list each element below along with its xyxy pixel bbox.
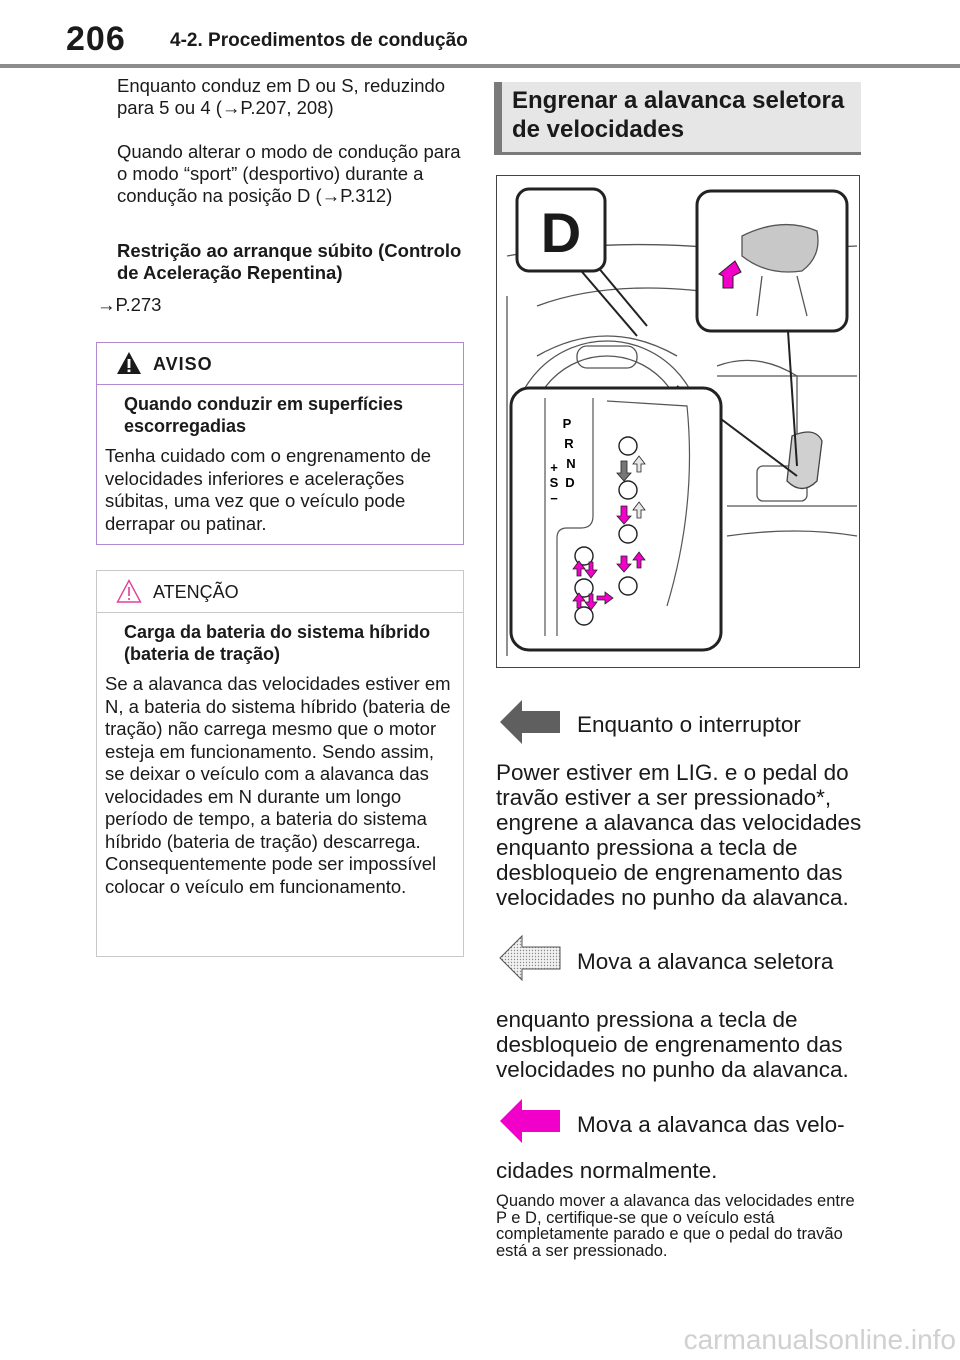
shift-gate-callout — [511, 388, 721, 650]
header-rule — [0, 64, 960, 68]
notice-label: ATENÇÃO — [153, 582, 239, 602]
caution-icon — [116, 579, 142, 603]
legend-item-1-first-line: Enquanto o interruptor — [577, 712, 801, 737]
section-title: 4-2. Procedimentos de condução — [170, 30, 468, 51]
page-reference: →P.273 — [97, 294, 162, 315]
page-number: 206 — [66, 20, 126, 58]
page-header — [0, 0, 960, 70]
legend-arrow-magenta — [498, 1097, 562, 1145]
warning-label: AVISO — [153, 354, 213, 374]
gate-letter-s: S — [549, 475, 559, 490]
legend-item-3-text: cidades normalmente. — [496, 1158, 718, 1183]
shift-note: Quando mover a alavanca das velocidades entre P e D, certifique-se que o veículo está completamente parado e que o pedal do travão está a ser pressionado. — [496, 1192, 855, 1260]
legend-item-2-first-line: Mova a alavanca seletora — [577, 949, 834, 974]
warning-text: Tenha cuidado com o engrenamento de velocidades inferiores e acelerações súbitas, uma vez que o veículo pode derrapar ou patinar. — [105, 445, 432, 534]
legend-item-2-text: enquanto pressiona a tecla de desbloqueio de engrenamento das velocidades no punho da alavanca. — [496, 1007, 849, 1082]
notice-subtitle: Carga da bateria do sistema híbrido (bateria de tração) — [124, 622, 431, 664]
legend-item-1-text: Power estiver em LIG. e o pedal do travão estiver a ser pressionado*, engrene a alavanca das velocidades enquanto pressiona a tecla de desbloqueio de engrenamento das velocidades no punho da alavanca. — [496, 760, 862, 910]
warning-subtitle: Quando conduzir em superfícies escorregadias — [124, 394, 404, 436]
gate-letter-p: P — [562, 416, 572, 431]
heading-bar — [494, 82, 502, 154]
lever-closeup-callout — [697, 191, 847, 331]
gate-letter-r: R — [564, 436, 574, 451]
shift-lever-illustration — [496, 175, 860, 668]
warning-box-header — [97, 343, 463, 385]
notice-text: Se a alavanca das velocidades estiver em N, a bateria do sistema híbrido (bateria de tração) não carrega mesmo que o motor esteja em funcionamento. Sendo assim, se deixar o veículo com a alavanca das velocidades em N durante um longo período de tempo, a bateria do sistema híbrido (bateria de tração) descarrega. Consequentemente pode ser impossível colocar o veículo em funcionamento. — [105, 673, 451, 897]
paragraph-sport-mode: Quando alterar o modo de condução para o modo “sport” (desportivo) durante a condução na posição D (→P.312) — [117, 141, 461, 206]
gate-letter-n: N — [566, 456, 576, 471]
gate-minus: − — [550, 491, 558, 506]
heading-underline — [494, 152, 861, 155]
watermark: carmanualsonline.info — [683, 1324, 956, 1355]
warning-icon — [116, 351, 142, 375]
lever-in-console — [787, 432, 822, 489]
legend-arrow-hatched — [498, 934, 562, 982]
notice-box-header — [97, 571, 463, 613]
gate-letter-d: D — [565, 475, 575, 490]
gear-d-label: D — [540, 201, 582, 264]
warning-box — [96, 342, 464, 545]
paragraph-sudden-start: Restrição ao arranque súbito (Controlo de Aceleração Repentina) — [117, 240, 462, 283]
legend-item-3-first-line: Mova a alavanca das velo- — [577, 1112, 845, 1137]
heading-text: Engrenar a alavanca seletora de velocidades — [512, 87, 845, 143]
illustration-drawing — [497, 176, 859, 667]
gate-plus: + — [550, 460, 558, 475]
legend-arrow-dark — [498, 698, 562, 746]
paragraph-downshift: Enquanto conduz em D ou S, reduzindo para 5 ou 4 (→P.207, 208) — [117, 75, 446, 118]
section-heading — [494, 82, 861, 154]
notice-box — [96, 570, 464, 957]
gear-d-callout — [517, 189, 605, 271]
